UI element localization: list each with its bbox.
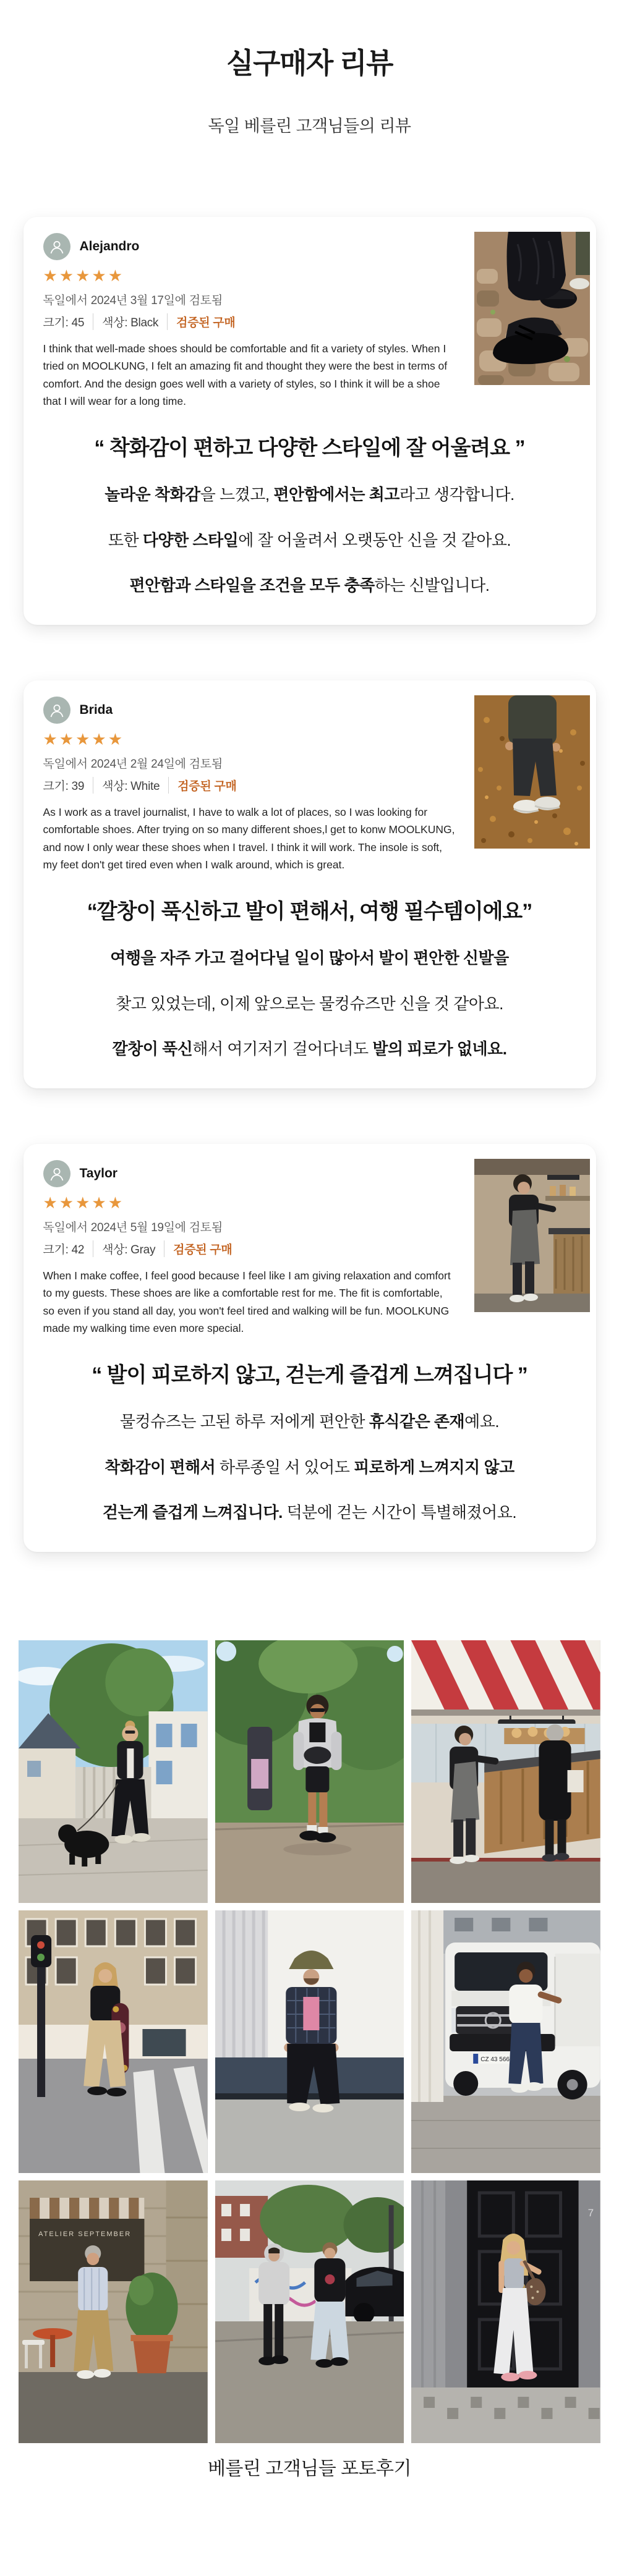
review-ko-body	[43, 1412, 576, 1523]
verified-purchase-badge: 검증된 구매	[164, 1240, 232, 1257]
review-size: 크기: 45	[43, 316, 85, 329]
page-title: 실구매자 리뷰	[226, 47, 393, 79]
ko-line: 물컹슈즈는 고된 하루 저에게 편안한 휴식같은 존재예요.	[119, 1412, 500, 1431]
review-color: 색상: Gray	[93, 1240, 155, 1257]
page-subtitle: 독일 베를린 고객님들의 리뷰	[208, 117, 411, 135]
reviewer-name: Taylor	[79, 1166, 117, 1180]
ko-line: 여행을 자주 가고 걸어다닐 일이 많아서 발이 편안한 신발을	[110, 949, 509, 968]
review-size: 크기: 39	[43, 780, 85, 793]
review-date: 독일에서 2024년 2월 24일에 검토됨	[43, 758, 223, 771]
grid-photo-woman-walking-dog	[19, 1640, 208, 1903]
person-icon	[49, 239, 65, 255]
person-icon	[49, 1166, 65, 1182]
grid-photo-bakery-counter	[411, 1640, 600, 1903]
grid-photo-woman-in-park	[215, 1640, 404, 1903]
verified-purchase-badge: 검증된 구매	[167, 313, 235, 330]
ko-line: 걷는게 즐겁게 느껴집니다. 덕분에 걷는 시간이 특별해졌어요.	[102, 1503, 517, 1522]
avatar	[43, 697, 70, 724]
grid-photo-woman-with-skateboard	[19, 1910, 208, 2173]
review-text-en: As I work as a travel journalist, I have to walk a lot of places, so I was looking for comfortable shoes. After trying on so many different shoes,l get to konw MOOLKUNG, and now I only wear these shoes when I travel. I think it will work. The insole is soft, my feet don't get tired even when I walk around, which is great.	[43, 806, 455, 871]
black-sneakers-cobblestone-illustration	[474, 232, 590, 385]
ko-line: 찾고 있었는데, 이제 앞으로는 물컹슈즈만 신을 것 같아요.	[116, 994, 503, 1013]
verified-purchase-badge: 검증된 구매	[168, 777, 236, 794]
review-card	[23, 1144, 596, 1552]
review-photo-autumn-leaves	[474, 695, 590, 849]
review-card	[23, 680, 596, 1088]
grid-photo-man-bucket-hat	[215, 1910, 404, 2173]
review-text-en: I think that well-made shoes should be comfortable and fit a variety of styles. When I tried on MOOLKUNG, I felt an amazing fit and thought they were the best in terms of comfort. And the design goes well with a variety of styles, so I think it will be a shoe that I will wear for a long time.	[43, 342, 448, 408]
avatar	[43, 233, 70, 260]
person-icon	[49, 702, 65, 718]
customer-photo-grid	[19, 1640, 600, 2443]
review-photo-cafe-barista	[474, 1159, 590, 1312]
grid-photo-man-storefront	[19, 2180, 208, 2443]
review-color: 색상: White	[93, 777, 160, 794]
review-quote: “깔창이 푹신하고 발이 편해서, 여행 필수템이에요”	[87, 900, 532, 924]
grid-photo-two-friends	[215, 2180, 404, 2443]
review-text-en: When I make coffee, I feel good because I feel like I am giving relaxation and comfort to my guests. These shoes are like a comfortable rest for me. The fit is comfortable, so even if you stand all day, you won't feel tired and walking will be fun. MOOLKUNG made my walking time even more special.	[43, 1269, 451, 1335]
review-quote: “ 착화감이 편하고 다양한 스타일에 잘 어울려요 ”	[94, 436, 525, 460]
ko-line: 편안함과 스타일을 조건을 모두 충족하는 신발입니다.	[129, 576, 490, 595]
reviewer-name: Brida	[79, 703, 113, 717]
ko-line: 착화감이 편해서 하루종일 서 있어도 피로하게 느껴지지 않고	[105, 1457, 514, 1477]
review-quote: “ 발이 피로하지 않고, 걷는게 즐겁게 느껴집니다 ”	[92, 1363, 527, 1388]
star-rating: ★★★★★	[43, 266, 125, 285]
grid-photo-woman-by-van	[411, 1910, 600, 2173]
review-size: 크기: 42	[43, 1244, 85, 1256]
grid-photo-woman-black-door	[411, 2180, 600, 2443]
storefront-sign: ATELIER SEPTEMBER	[38, 2231, 132, 2238]
review-photo-black-sneakers	[474, 232, 590, 385]
barista-cafe-illustration	[474, 1159, 590, 1312]
white-sneakers-autumn-illustration	[474, 695, 590, 849]
review-date: 독일에서 2024년 5월 19일에 검토됨	[43, 1221, 223, 1234]
review-ko-body	[43, 948, 576, 1059]
ko-line: 깔창이 푹신해서 여기저기 걸어다녀도 발의 피로가 없네요.	[112, 1040, 507, 1059]
review-card	[23, 217, 596, 625]
review-date: 독일에서 2024년 3월 17일에 검토됨	[43, 294, 223, 307]
photo-grid-caption: 베를린 고객님들 포토후기	[208, 2459, 411, 2479]
review-ko-body	[43, 485, 576, 596]
avatar	[43, 1160, 70, 1187]
door-number: 7	[587, 2207, 594, 2219]
ko-line: 또한 다양한 스타일에 잘 어울려서 오랫동안 신을 것 같아요.	[108, 530, 511, 549]
van-license-plate: CZ 43 566	[480, 2056, 510, 2063]
reviewer-name: Alejandro	[79, 239, 140, 253]
review-color: 색상: Black	[93, 313, 158, 330]
star-rating: ★★★★★	[43, 730, 125, 748]
ko-line: 놀라운 착화감을 느꼈고, 편안함에서는 최고라고 생각합니다.	[105, 485, 514, 504]
star-rating: ★★★★★	[43, 1193, 125, 1212]
